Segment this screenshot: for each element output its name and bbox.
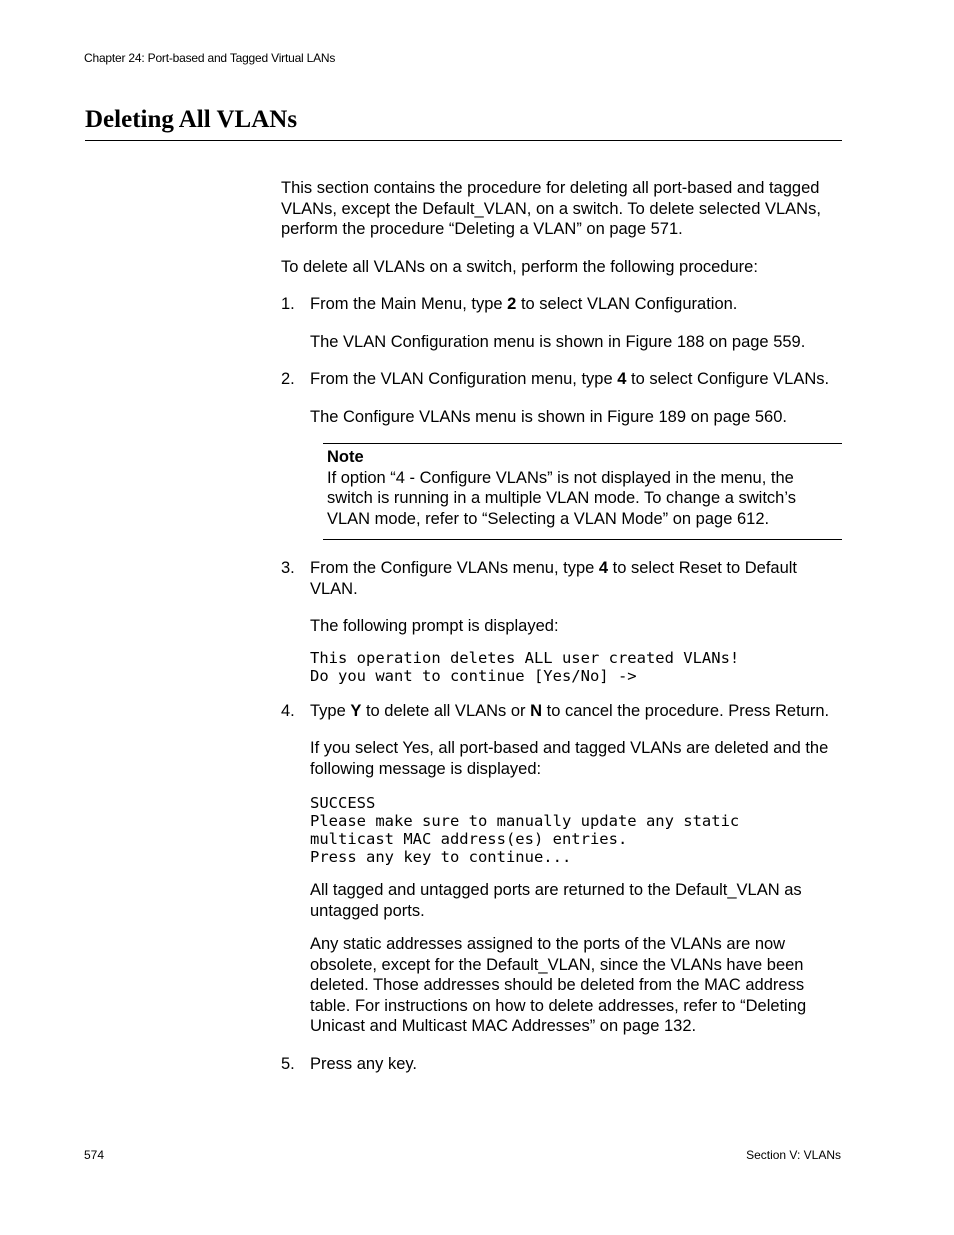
step-4 xyxy=(281,701,842,1037)
step-text-part: From the Main Menu, type xyxy=(310,295,508,313)
step-key: 2 xyxy=(507,295,517,313)
section-footer: Section V: VLANs xyxy=(746,1148,841,1162)
step-note: The following prompt is displayed: xyxy=(310,617,559,635)
running-header: Chapter 24: Port-based and Tagged Virtual LANs xyxy=(84,51,336,65)
step-number: 4. xyxy=(281,701,295,720)
section-title: Deleting All VLANs xyxy=(85,106,298,133)
note-title: Note xyxy=(327,448,364,466)
note-text: If option “4 - Configure VLANs” is not displayed in the menu, the switch is running in a multiple VLAN mode. To change a switch’s VLAN mode, refer to “Selecting a VLAN Mode” on page 612. xyxy=(327,468,796,528)
step-text-part: Type xyxy=(310,701,351,720)
step-paragraph: All tagged and untagged ports are returned to the Default_VLAN as untagged ports. xyxy=(310,881,802,920)
step-1 xyxy=(281,294,842,352)
note-box xyxy=(323,443,842,540)
step-text: Press any key. xyxy=(310,1054,417,1073)
step-2 xyxy=(281,369,842,427)
page-number: 574 xyxy=(84,1148,105,1162)
body-content xyxy=(281,178,842,1074)
message-code-block: SUCCESS Please make sure to manually update any static multicast MAC address(es) entries. Press any key to continue... xyxy=(310,794,740,866)
step-key: Y xyxy=(350,701,362,720)
step-text xyxy=(310,701,842,722)
step-note: The Configure VLANs menu is shown in Figure 189 on page 560. xyxy=(310,407,787,426)
step-text xyxy=(310,558,842,599)
step-note: If you select Yes, all port-based and tagged VLANs are deleted and the following message is displayed: xyxy=(310,739,829,778)
step-key: N xyxy=(530,701,543,720)
step-key: 4 xyxy=(617,370,627,388)
intro-paragraph: This section contains the procedure for deleting all port-based and tagged VLANs, except the Default_VLAN, on a switch. To delete selected VLANs, perform the procedure “Deleting a VLAN” on page 571. xyxy=(281,179,821,238)
step-text-part: From the VLAN Configuration menu, type xyxy=(310,370,618,388)
title-rule xyxy=(85,140,842,141)
step-text-part: to select VLAN Configuration. xyxy=(516,295,738,313)
lead-paragraph: To delete all VLANs on a switch, perform the following procedure: xyxy=(281,257,758,276)
step-5 xyxy=(281,1054,842,1075)
step-number: 3. xyxy=(281,559,295,577)
step-text-part: From the Configure VLANs menu, type xyxy=(310,559,599,577)
step-number: 1. xyxy=(281,295,295,313)
step-note: The VLAN Configuration menu is shown in Figure 188 on page 559. xyxy=(310,332,806,351)
step-text-part: to select Reset to Default VLAN. xyxy=(310,559,798,598)
step-text-part: to select Configure VLANs. xyxy=(626,370,830,388)
step-text-part: to cancel the procedure. Press Return. xyxy=(542,701,830,720)
step-number: 2. xyxy=(281,370,295,388)
step-text-part: to delete all VLANs or xyxy=(361,701,531,720)
step-number: 5. xyxy=(281,1054,295,1073)
step-paragraph: Any static addresses assigned to the ports of the VLANs are now obsolete, except for the Default_VLAN, since the VLANs have been deleted. Those addresses should be deleted from the MAC address table. For instructions on how to delete addresses, refer to “Deleting Unicast and Multicast MAC Addresses” on page 132. xyxy=(310,935,807,1035)
step-text xyxy=(310,294,842,315)
step-text xyxy=(310,369,842,390)
prompt-code-block: This operation deletes ALL user created VLANs! Do you want to continue [Yes/No] -> xyxy=(310,648,740,685)
step-key: 4 xyxy=(598,559,609,577)
step-3 xyxy=(281,558,842,685)
